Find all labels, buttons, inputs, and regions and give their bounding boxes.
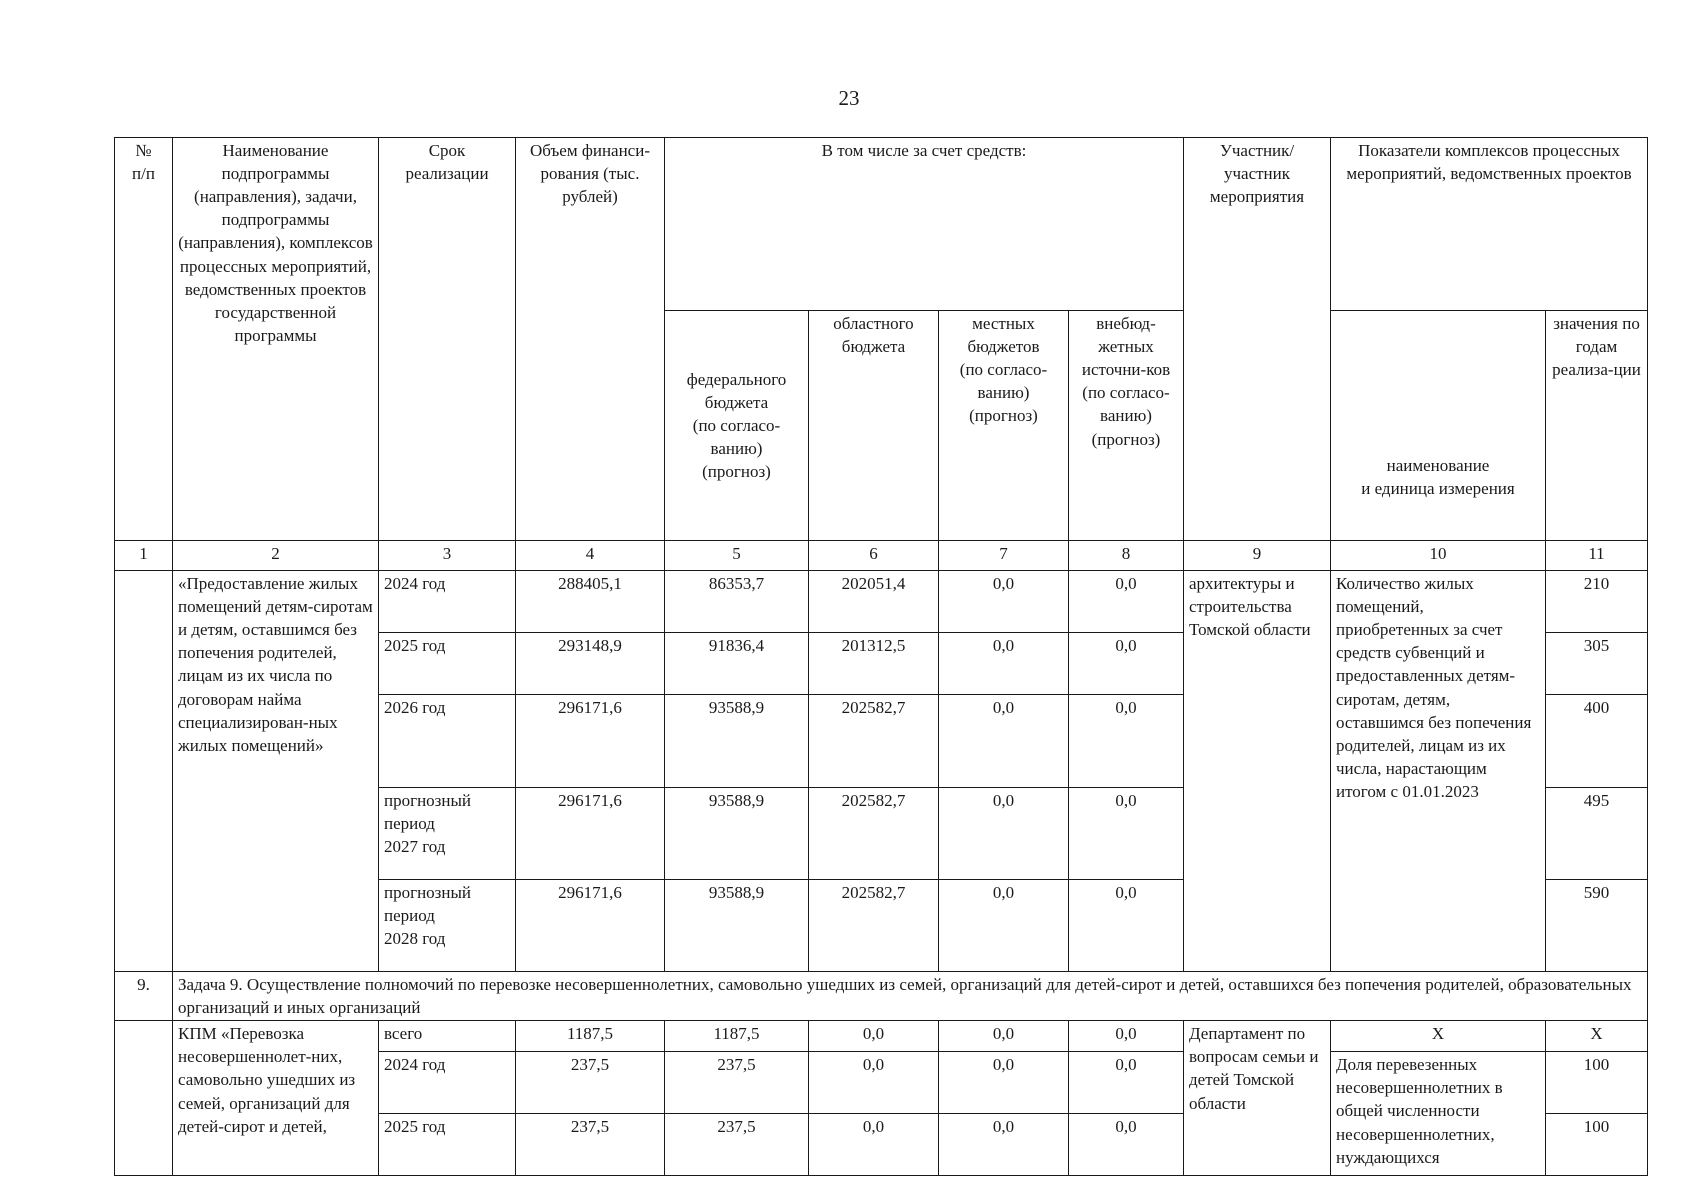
col-number: 4 [516, 541, 665, 571]
header-extra: внебюд-жетных источни-ков (по согласо-ванию) (прогноз) [1069, 311, 1184, 541]
volume-cell: 237,5 [516, 1114, 665, 1176]
col-number: 5 [665, 541, 809, 571]
regional-cell: 0,0 [809, 1114, 939, 1176]
page-number: 23 [838, 86, 860, 110]
col-number: 3 [379, 541, 516, 571]
header-federal: федерального бюджета (по согласо-ванию) (прогноз) [665, 311, 809, 541]
header-indicator-values: значения по годам реализа-ции [1546, 311, 1648, 541]
federal-cell: 91836,4 [665, 633, 809, 695]
value-cell: 495 [1546, 788, 1648, 880]
value-cell: 210 [1546, 571, 1648, 633]
term-cell: 2025 год [379, 633, 516, 695]
block2-name: КПМ «Перевозка несовершеннолет-них, самовольно ушедших из семей, организаций для детей-сирот и детей, [173, 1021, 379, 1176]
term-cell: прогнозный период 2027 год [379, 788, 516, 880]
regional-cell: 202582,7 [809, 695, 939, 788]
regional-cell: 0,0 [809, 1021, 939, 1052]
volume-cell: 296171,6 [516, 880, 665, 972]
header-local: местных бюджетов (по согласо-ванию) (прогноз) [939, 311, 1069, 541]
value-cell: 400 [1546, 695, 1648, 788]
federal-cell: 93588,9 [665, 880, 809, 972]
extra-cell: 0,0 [1069, 880, 1184, 972]
volume-cell: 1187,5 [516, 1021, 665, 1052]
extra-cell: 0,0 [1069, 1052, 1184, 1114]
table-row [115, 571, 1648, 633]
term-cell: всего [379, 1021, 516, 1052]
federal-cell: 86353,7 [665, 571, 809, 633]
volume-cell: 293148,9 [516, 633, 665, 695]
local-cell: 0,0 [939, 880, 1069, 972]
term-cell: прогнозный период 2028 год [379, 880, 516, 972]
regional-cell: 0,0 [809, 1052, 939, 1114]
federal-cell: 237,5 [665, 1052, 809, 1114]
value-cell: 100 [1546, 1052, 1648, 1114]
col-number: 9 [1184, 541, 1331, 571]
volume-cell: 288405,1 [516, 571, 665, 633]
header-num: № п/п [115, 138, 173, 541]
row-num-empty [115, 1021, 173, 1176]
volume-cell: 237,5 [516, 1052, 665, 1114]
term-cell: 2026 год [379, 695, 516, 788]
x-name-cell: Х [1331, 1021, 1546, 1052]
regional-cell: 201312,5 [809, 633, 939, 695]
header-indicator-name: наименование и единица измерения [1331, 311, 1546, 541]
header-volume: Объем финанси-рования (тыс. рублей) [516, 138, 665, 541]
block2-participant: Департамент по вопросам семьи и детей Томской области [1184, 1021, 1331, 1176]
term-cell: 2024 год [379, 1052, 516, 1114]
block1-participant: архитектуры и строительства Томской области [1184, 571, 1331, 972]
x-value-cell: Х [1546, 1021, 1648, 1052]
local-cell: 0,0 [939, 695, 1069, 788]
block1-name: «Предоставление жилых помещений детям-сиротам и детям, оставшимся без попечения родителей, лицам из их числа по договорам найма специализирован-ных жилых помещений» [173, 571, 379, 972]
col-number: 10 [1331, 541, 1546, 571]
value-cell: 305 [1546, 633, 1648, 695]
federal-cell: 93588,9 [665, 695, 809, 788]
local-cell: 0,0 [939, 633, 1069, 695]
extra-cell: 0,0 [1069, 571, 1184, 633]
header-participant: Участник/ участник мероприятия [1184, 138, 1331, 541]
extra-cell: 0,0 [1069, 695, 1184, 788]
volume-cell: 296171,6 [516, 788, 665, 880]
col-number: 6 [809, 541, 939, 571]
program-table [114, 137, 1648, 1176]
federal-cell: 237,5 [665, 1114, 809, 1176]
header-name: Наименование подпрограммы (направления), задачи, подпрограммы (направления), комплексов процессных мероприятий, ведомственных проектов государственной программы [173, 138, 379, 541]
header-regional: областного бюджета [809, 311, 939, 541]
value-cell: 590 [1546, 880, 1648, 972]
extra-cell: 0,0 [1069, 633, 1184, 695]
block1-indicator: Количество жилых помещений, приобретенных за счет средств субвенций и предоставленных детям-сиротам, детям, оставшимся без попечения родителей, лицам из их числа, нарастающим итогом с 01.01.2023 [1331, 571, 1546, 972]
header-term: Срок реализации [379, 138, 516, 541]
extra-cell: 0,0 [1069, 1114, 1184, 1176]
regional-cell: 202582,7 [809, 788, 939, 880]
task-row [115, 972, 1648, 1021]
task-number: 9. [115, 972, 173, 1021]
column-numbers-row [115, 541, 1648, 571]
row-num-empty [115, 571, 173, 972]
local-cell: 0,0 [939, 1052, 1069, 1114]
header-sources: В том числе за счет средств: [665, 138, 1184, 311]
regional-cell: 202582,7 [809, 880, 939, 972]
col-number: 7 [939, 541, 1069, 571]
table-row [115, 1021, 1648, 1052]
federal-cell: 93588,9 [665, 788, 809, 880]
local-cell: 0,0 [939, 571, 1069, 633]
value-cell: 100 [1546, 1114, 1648, 1176]
block2-indicator: Доля перевезенных несовершеннолетних в общей численности несовершеннолетних, нуждающихся [1331, 1052, 1546, 1176]
header-row-1 [115, 138, 1648, 311]
local-cell: 0,0 [939, 1114, 1069, 1176]
header-indicators: Показатели комплексов процессных мероприятий, ведомственных проектов [1331, 138, 1648, 311]
extra-cell: 0,0 [1069, 1021, 1184, 1052]
regional-cell: 202051,4 [809, 571, 939, 633]
local-cell: 0,0 [939, 788, 1069, 880]
volume-cell: 296171,6 [516, 695, 665, 788]
col-number: 8 [1069, 541, 1184, 571]
federal-cell: 1187,5 [665, 1021, 809, 1052]
col-number: 1 [115, 541, 173, 571]
term-cell: 2025 год [379, 1114, 516, 1176]
term-cell: 2024 год [379, 571, 516, 633]
col-number: 2 [173, 541, 379, 571]
local-cell: 0,0 [939, 1021, 1069, 1052]
task-text: Задача 9. Осуществление полномочий по перевозке несовершеннолетних, самовольно ушедших из семей, организаций для детей-сирот и детей, оставшихся без попечения родителей, образовательных организаций и иных организаций [173, 972, 1648, 1021]
extra-cell: 0,0 [1069, 788, 1184, 880]
col-number: 11 [1546, 541, 1648, 571]
